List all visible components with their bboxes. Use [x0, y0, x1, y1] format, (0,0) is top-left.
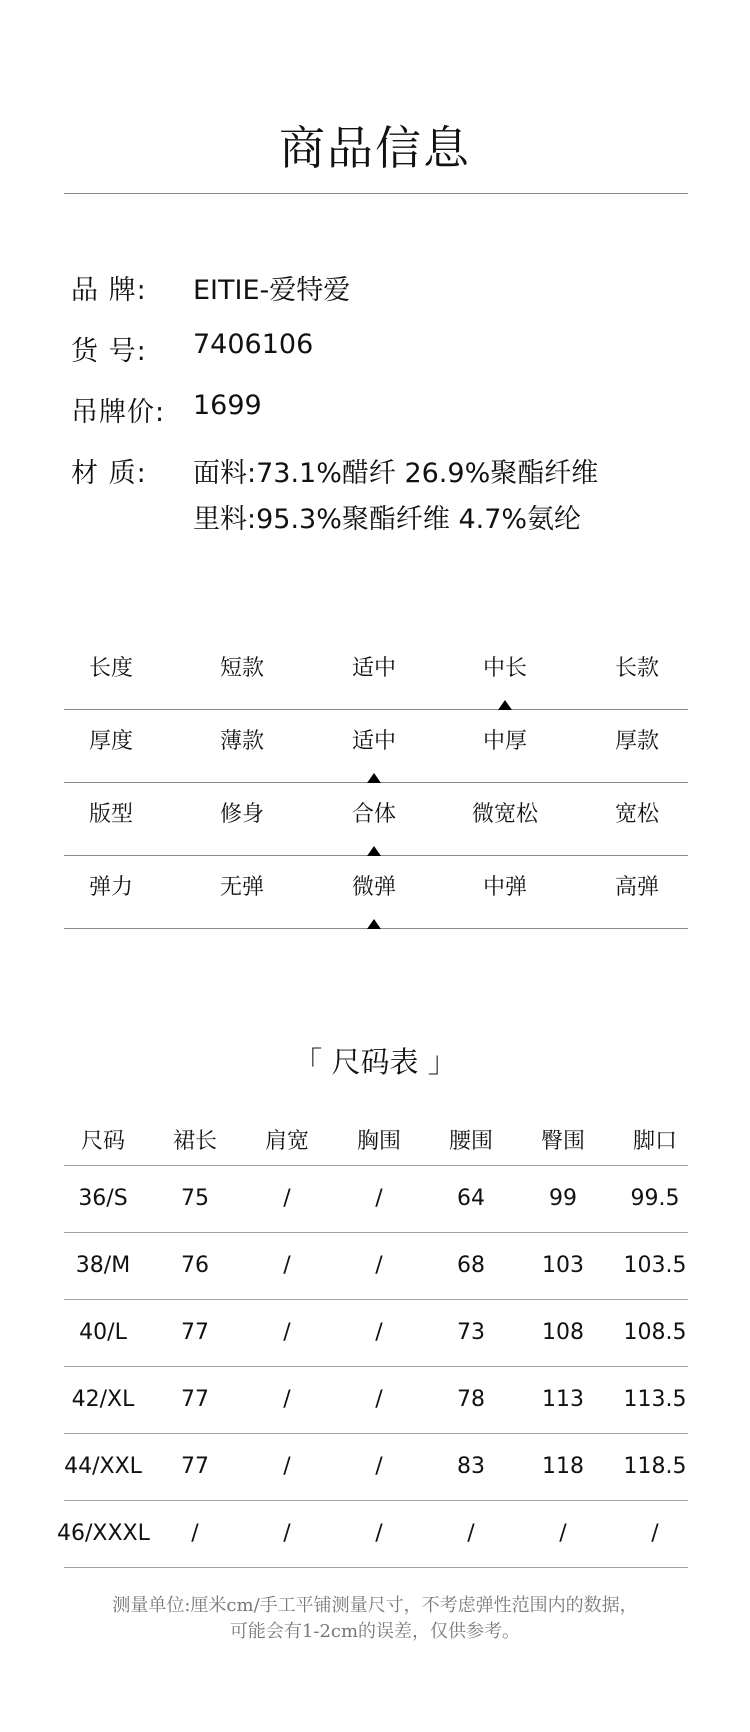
- size-cell: 73: [457, 1320, 485, 1345]
- size-cell: /: [283, 1253, 291, 1278]
- size-cell: 75: [181, 1186, 209, 1211]
- note-line-2: 可能会有1-2cm的误差，仅供参考。: [229, 1621, 521, 1642]
- size-table-header: [64, 1110, 688, 1166]
- attribute-option: 无弹: [219, 875, 264, 900]
- size-cell: /: [375, 1320, 383, 1345]
- note-line-1: 测量单位:厘米cm/手工平铺测量尺寸，不考虑弹性范围内的数据，: [112, 1595, 638, 1616]
- size-table-row: [64, 1233, 688, 1300]
- size-cell: 76: [181, 1253, 209, 1278]
- size-cell: /: [375, 1253, 383, 1278]
- size-cell: 99: [549, 1186, 577, 1211]
- attribute-option: 中长: [482, 656, 527, 681]
- size-cell: 64: [457, 1186, 485, 1211]
- size-cell: /: [651, 1521, 659, 1546]
- size-cell: 113: [542, 1387, 584, 1412]
- size-cell: /: [375, 1186, 383, 1211]
- size-table-row: [64, 1300, 688, 1367]
- size-cell: 108: [542, 1320, 584, 1345]
- size-cell: 118.5: [623, 1454, 687, 1479]
- attribute-row: [64, 637, 688, 710]
- sku-label: 货 号:: [71, 336, 147, 367]
- size-cell: /: [191, 1521, 199, 1546]
- size-cell: 108.5: [623, 1320, 687, 1345]
- size-table-row: [57, 1501, 688, 1568]
- size-cell: 38/M: [75, 1253, 131, 1278]
- size-cell: 103.5: [623, 1253, 687, 1278]
- attribute-row: [64, 710, 688, 783]
- attribute-option: 中弹: [482, 875, 527, 900]
- size-cell: /: [375, 1454, 383, 1479]
- attribute-option: 短款: [219, 656, 264, 681]
- title-divider: [64, 193, 688, 194]
- attribute-option: 薄款: [219, 729, 264, 754]
- size-cell: 44/XXL: [64, 1454, 142, 1479]
- sku-value: 7406106: [193, 329, 314, 360]
- attribute-label: 厚度: [88, 729, 133, 754]
- size-cell: /: [559, 1521, 567, 1546]
- size-cell: 77: [181, 1387, 209, 1412]
- brand-value: EITIE-爱特爱: [193, 275, 351, 306]
- size-cell: /: [283, 1454, 291, 1479]
- attribute-option: 中厚: [482, 729, 527, 754]
- size-cell: 83: [457, 1454, 485, 1479]
- page-title: 商品信息: [279, 121, 471, 175]
- material-label: 材 质:: [71, 458, 147, 489]
- size-cell: /: [283, 1387, 291, 1412]
- size-header-cell: 尺码: [80, 1129, 125, 1154]
- attribute-label: 弹力: [88, 875, 133, 900]
- size-cell: 103: [542, 1253, 584, 1278]
- size-cell: /: [375, 1521, 383, 1546]
- attribute-label: 版型: [88, 802, 133, 827]
- size-table-row: [64, 1434, 688, 1501]
- size-cell: /: [375, 1387, 383, 1412]
- attribute-option: 合体: [351, 802, 396, 827]
- material-lining-value: 里料:95.3%聚酯纤维 4.7%氨纶: [193, 504, 582, 535]
- size-header-cell: 胸围: [356, 1129, 401, 1154]
- size-table-row: [64, 1367, 688, 1434]
- size-cell: /: [283, 1521, 291, 1546]
- size-table-row: [64, 1166, 688, 1233]
- size-header-cell: 腰围: [448, 1129, 493, 1154]
- attribute-option: 适中: [351, 729, 396, 754]
- size-header-cell: 裙长: [172, 1129, 217, 1154]
- size-cell: 99.5: [630, 1186, 680, 1211]
- size-cell: 77: [181, 1454, 209, 1479]
- size-cell: 46/XXXL: [57, 1521, 150, 1546]
- attribute-row: [64, 856, 688, 929]
- selected-marker-icon: [498, 700, 512, 710]
- attribute-option: 微弹: [351, 875, 396, 900]
- size-cell: 118: [542, 1454, 584, 1479]
- price-value: 1699: [193, 390, 262, 421]
- size-header-cell: 肩宽: [264, 1129, 309, 1154]
- attribute-option: 微宽松: [471, 802, 538, 827]
- size-cell: /: [467, 1521, 475, 1546]
- size-cell: 113.5: [623, 1387, 687, 1412]
- size-header-cell: 臀围: [540, 1129, 585, 1154]
- price-label: 吊牌价:: [71, 397, 166, 428]
- attribute-label: 长度: [88, 656, 133, 681]
- size-cell: /: [283, 1320, 291, 1345]
- size-chart-title: 「 尺码表 」: [293, 1045, 457, 1079]
- attribute-option: 长款: [614, 656, 659, 681]
- selected-marker-icon: [367, 919, 381, 929]
- attribute-option: 修身: [219, 802, 264, 827]
- size-cell: 78: [457, 1387, 485, 1412]
- selected-marker-icon: [367, 773, 381, 783]
- size-cell: /: [283, 1186, 291, 1211]
- size-cell: 42/XL: [71, 1387, 135, 1412]
- brand-label: 品 牌:: [71, 275, 147, 306]
- size-cell: 36/S: [78, 1186, 128, 1211]
- attribute-option: 适中: [351, 656, 396, 681]
- size-cell: 40/L: [79, 1320, 127, 1345]
- attribute-option: 高弹: [614, 875, 659, 900]
- attribute-option: 宽松: [614, 802, 659, 827]
- size-cell: 77: [181, 1320, 209, 1345]
- size-cell: 68: [457, 1253, 485, 1278]
- measurement-note: [0, 1593, 750, 1645]
- attribute-option: 厚款: [614, 729, 659, 754]
- attribute-row: [64, 783, 688, 856]
- selected-marker-icon: [367, 846, 381, 856]
- size-header-cell: 脚口: [632, 1129, 677, 1154]
- material-outer-value: 面料:73.1%醋纤 26.9%聚酯纤维: [193, 458, 599, 489]
